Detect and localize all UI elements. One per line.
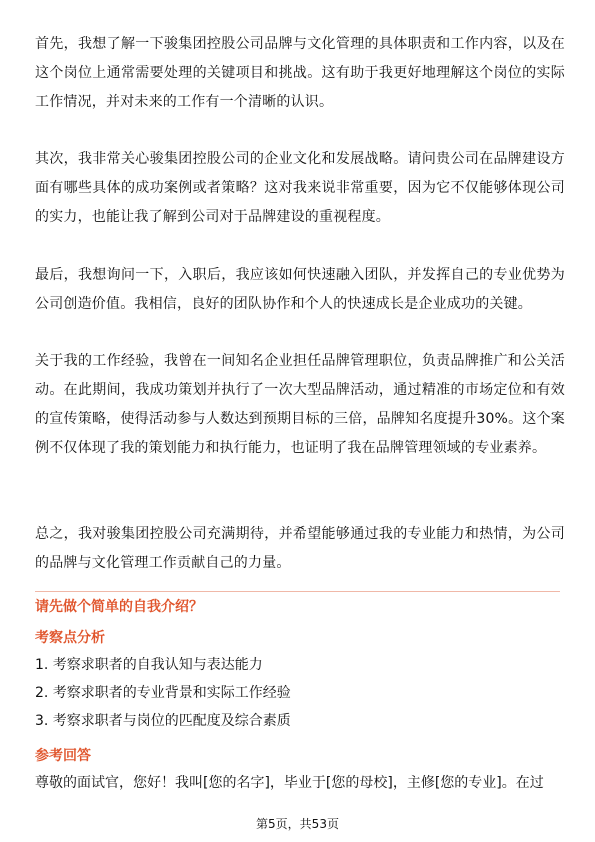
analysis-item-3: 3. 考察求职者与岗位的匹配度及综合素质 bbox=[35, 713, 291, 729]
paragraph-1: 首先，我想了解一下骏集团控股公司品牌与文化管理的具体职责和工作内容，以及在这个岗位上通常需要处理的关键项目和挑战。这有助于我更好地理解这个岗位的实际工作情况，并对未来的工作有一个清晰的认识。 bbox=[35, 36, 565, 110]
page-number: 第5页，共53页 bbox=[256, 817, 339, 831]
answer-text: 尊敬的面试官，您好！我叫[您的名字]，毕业于[您的母校]，主修[您的专业]。在过 bbox=[35, 775, 544, 791]
paragraph-5: 总之，我对骏集团控股公司充满期待，并希望能够通过我的专业能力和热情，为公司的品牌与文化管理工作贡献自己的力量。 bbox=[35, 526, 565, 571]
analysis-item-2: 2. 考察求职者的专业背景和实际工作经验 bbox=[35, 685, 291, 701]
paragraph-4: 关于我的工作经验，我曾在一间知名企业担任品牌管理职位，负责品牌推广和公关活动。在此期间，我成功策划并执行了一次大型品牌活动，通过精准的市场定位和有效的宣传策略，使得活动参与人数达到预期目标的三倍，品牌知名度提升30%。这个案例不仅体现了我的策划能力和执行能力，也证明了我在品牌管理领域的专业素养。 bbox=[35, 353, 565, 456]
section-divider bbox=[35, 591, 560, 592]
paragraph-3: 最后，我想询问一下，入职后，我应该如何快速融入团队，并发挥自己的专业优势为公司创造价值。我相信，良好的团队协作和个人的快速成长是企业成功的关键。 bbox=[35, 267, 565, 312]
analysis-item-1: 1. 考察求职者的自我认知与表达能力 bbox=[35, 657, 263, 673]
interview-question: 请先做个简单的自我介绍？ bbox=[35, 599, 203, 615]
paragraph-2: 其次，我非常关心骏集团控股公司的企业文化和发展战略。请问贵公司在品牌建设方面有哪些具体的成功案例或者策略？这对我来说非常重要，因为它不仅能够体现公司的实力，也能让我了解到公司对于品牌建设的重视程度。 bbox=[35, 151, 565, 225]
analysis-heading: 考察点分析 bbox=[35, 630, 105, 646]
answer-heading: 参考回答 bbox=[35, 748, 91, 764]
